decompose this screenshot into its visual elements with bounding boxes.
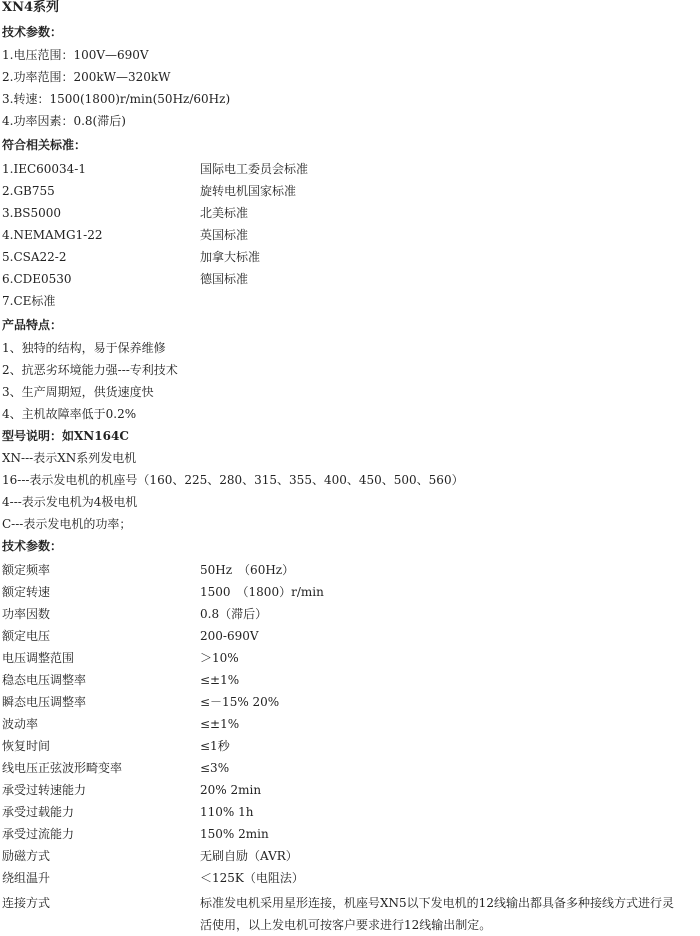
spec-label: 承受过流能力 <box>2 827 75 841</box>
spec-label: 恢复时间 <box>2 739 51 753</box>
spec-value: ≤3% <box>200 761 230 775</box>
tech-param-item: 4.功率因素：0.8(滞后) <box>2 114 126 128</box>
spec-value: 110% 1h <box>200 805 254 819</box>
feature-item: 4、主机故障率低于0.2% <box>2 407 137 421</box>
spec-label: 额定转速 <box>2 585 51 599</box>
tech-param-item: 3.转速：1500(1800)r/min(50Hz/60Hz) <box>2 92 231 106</box>
spec-value: 50Hz （60Hz） <box>200 563 295 577</box>
spec-value: ≤－15% 20% <box>200 695 280 709</box>
tech-param-item: 2.功率范围：200kW—320kW <box>2 70 171 84</box>
standard-code: 6.CDE0530 <box>2 272 72 286</box>
spec-value: 0.8（滞后） <box>200 607 268 621</box>
spec-label: 瞬态电压调整率 <box>2 695 87 709</box>
spec-value: ＜125K（电阻法） <box>200 871 304 885</box>
spec-value: ≤±1% <box>200 717 240 731</box>
spec-value-connection: 标准发电机采用星形连接，机座号XN5以下发电机的12线输出都具备多种接线方式进行灵活使用，以上发电机可按客户要求进行12线输出制定。 <box>200 896 674 932</box>
model-item: 16---表示发电机的机座号（160、225、280、315、355、400、450、500、560） <box>2 473 464 487</box>
spec-label: 承受过转速能力 <box>2 783 87 797</box>
spec-value: 无刷自励（AVR） <box>200 849 298 863</box>
spec-label: 承受过载能力 <box>2 805 75 819</box>
features-heading: 产品特点： <box>2 318 63 332</box>
standard-code: 4.NEMAMG1-22 <box>2 228 103 242</box>
feature-item: 3、生产周期短，供货速度快 <box>2 385 154 399</box>
spec-value: 20% 2min <box>200 783 262 797</box>
standard-code: 5.CSA22-2 <box>2 250 67 264</box>
spec-label: 绕组温升 <box>2 871 51 885</box>
tech-param-item: 1.电压范围：100V—690V <box>2 48 149 62</box>
spec-label: 励磁方式 <box>2 849 51 863</box>
standards-heading: 符合相关标准： <box>2 138 87 152</box>
standard-code: 1.IEC60034-1 <box>2 162 86 176</box>
spec-value: 150% 2min <box>200 827 269 841</box>
standard-desc: 北美标准 <box>200 206 249 220</box>
spec-value: ＞10% <box>200 651 239 665</box>
spec-label: 电压调整范围 <box>2 651 75 665</box>
standard-code: 2.GB755 <box>2 184 55 198</box>
spec-label: 额定频率 <box>2 563 51 577</box>
standard-desc: 旋转电机国家标准 <box>200 184 297 198</box>
spec-label: 稳态电压调整率 <box>2 673 87 687</box>
model-item: C---表示发电机的功率； <box>2 517 132 531</box>
spec-value: 1500 （1800）r/min <box>200 585 324 599</box>
spec-label: 波动率 <box>2 717 39 731</box>
spec-label: 额定电压 <box>2 629 51 643</box>
model-item: XN---表示XN系列发电机 <box>2 451 137 465</box>
specs-heading: 技术参数： <box>2 539 63 553</box>
standard-code: 3.BS5000 <box>2 206 62 220</box>
spec-value: ≤±1% <box>200 673 240 687</box>
standard-desc: 英国标准 <box>200 228 249 242</box>
standard-desc: 国际电工委员会标准 <box>200 162 309 176</box>
standard-code: 7.CE标准 <box>2 294 56 308</box>
standard-desc: 加拿大标准 <box>200 250 261 264</box>
spec-label: 连接方式 <box>2 896 51 910</box>
spec-label: 功率因数 <box>2 607 51 621</box>
model-heading: 型号说明：如XN164C <box>2 429 129 443</box>
spec-value: ≤1秒 <box>200 739 230 753</box>
spec-value: 200-690V <box>200 629 259 643</box>
spec-label: 线电压正弦波形畸变率 <box>2 761 123 775</box>
page-title: XN4系列 <box>2 0 60 15</box>
model-item: 4---表示发电机为4极电机 <box>2 495 138 509</box>
feature-item: 2、抗恶劣环境能力强---专利技术 <box>2 363 178 377</box>
standard-desc: 德国标准 <box>200 272 249 286</box>
feature-item: 1、独特的结构，易于保养维修 <box>2 341 166 355</box>
tech-params-heading: 技术参数： <box>2 25 63 39</box>
